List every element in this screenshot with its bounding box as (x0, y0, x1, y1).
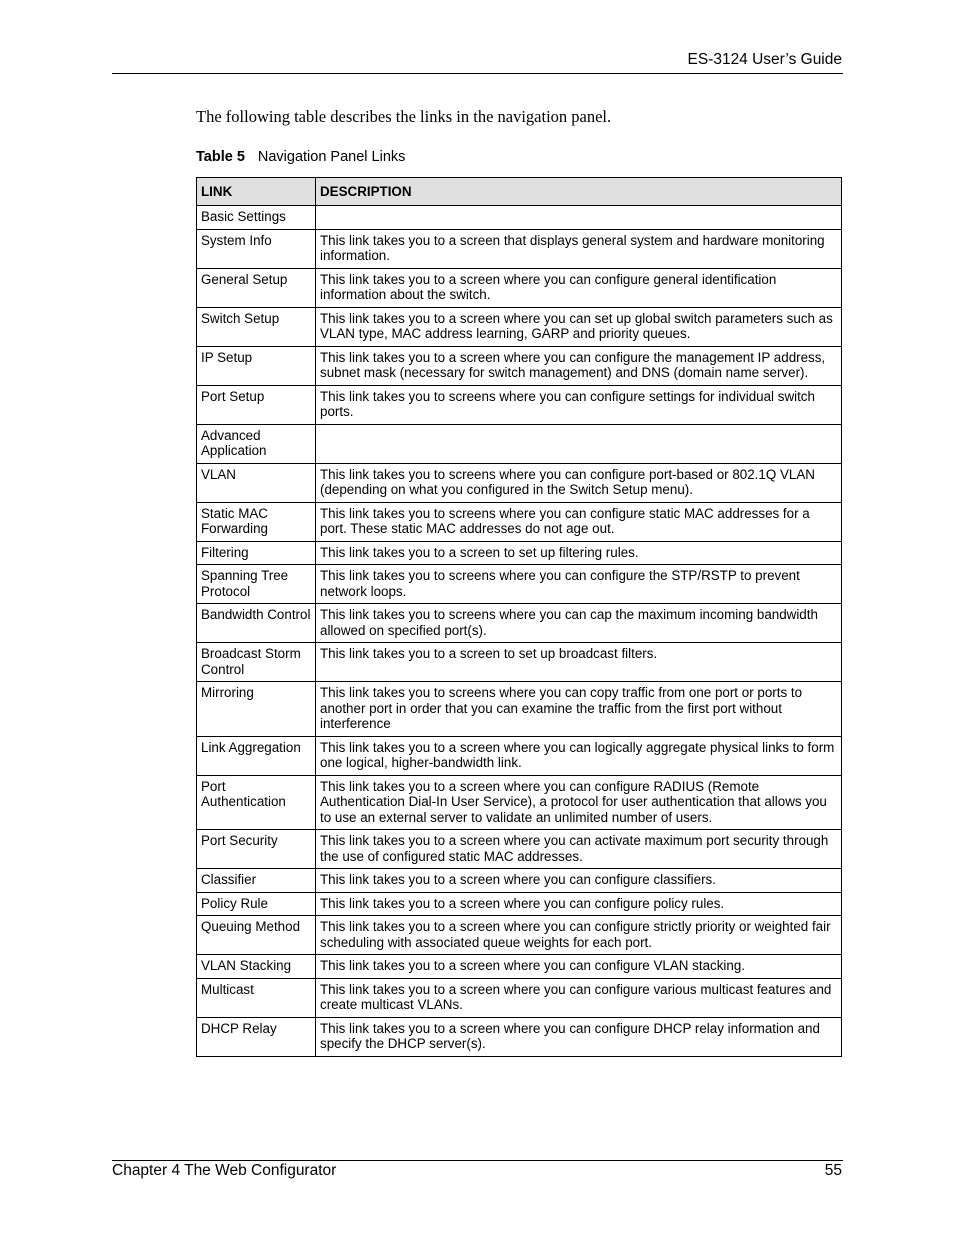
column-header-link: LINK (197, 178, 316, 206)
description-cell: This link takes you to screens where you can configure port-based or 802.1Q VLAN (depending on what you configured in the Switch Setup menu). (316, 463, 842, 502)
table-row (197, 955, 842, 979)
table-row (197, 892, 842, 916)
link-cell: Bandwidth Control (197, 604, 316, 643)
table-row (197, 463, 842, 502)
link-cell: Spanning Tree Protocol (197, 565, 316, 604)
description-cell (316, 424, 842, 463)
link-cell: Mirroring (197, 682, 316, 737)
link-cell: IP Setup (197, 346, 316, 385)
table-row (197, 385, 842, 424)
link-cell: Port Authentication (197, 775, 316, 830)
running-header-title: ES-3124 User’s Guide (687, 51, 842, 68)
description-cell: This link takes you to a screen where you can configure various multicast features and create multicast VLANs. (316, 978, 842, 1017)
navigation-panel-links-table (196, 177, 842, 1057)
link-cell: Advanced Application (197, 424, 316, 463)
link-cell: VLAN Stacking (197, 955, 316, 979)
description-cell: This link takes you to a screen to set up filtering rules. (316, 541, 842, 565)
link-cell: Broadcast Storm Control (197, 643, 316, 682)
table-row (197, 682, 842, 737)
description-cell: This link takes you to a screen where you can configure VLAN stacking. (316, 955, 842, 979)
footer-page-number: 55 (824, 1162, 842, 1179)
description-cell: This link takes you to a screen that displays general system and hardware monitoring information. (316, 229, 842, 268)
table-row (197, 736, 842, 775)
table-row (197, 604, 842, 643)
link-cell: System Info (197, 229, 316, 268)
link-cell: Basic Settings (197, 206, 316, 230)
table-row (197, 830, 842, 869)
intro-paragraph: The following table describes the links in the navigation panel. (196, 107, 612, 126)
link-cell: Multicast (197, 978, 316, 1017)
description-cell (316, 206, 842, 230)
table-row (197, 346, 842, 385)
link-cell: Link Aggregation (197, 736, 316, 775)
table-row (197, 502, 842, 541)
table-row (197, 1017, 842, 1056)
footer-chapter: Chapter 4 The Web Configurator (112, 1162, 337, 1179)
table-body (197, 206, 842, 1057)
description-cell: This link takes you to a screen where you can configure strictly priority or weighted fair scheduling with associated queue weights for each port. (316, 916, 842, 955)
description-cell: This link takes you to a screen where you can configure policy rules. (316, 892, 842, 916)
header-divider (112, 73, 843, 74)
table-row (197, 565, 842, 604)
description-cell: This link takes you to a screen where you can configure general identification information about the switch. (316, 268, 842, 307)
description-cell: This link takes you to a screen where you can set up global switch parameters such as VLAN type, MAC address learning, GARP and priority queues. (316, 307, 842, 346)
table-caption (196, 149, 405, 165)
table-caption-title: Navigation Panel Links (257, 149, 406, 165)
table-row (197, 643, 842, 682)
link-cell: Port Setup (197, 385, 316, 424)
description-cell: This link takes you to a screen where you can activate maximum port security through the use of configured static MAC addresses. (316, 830, 842, 869)
table-row (197, 775, 842, 830)
table-row (197, 229, 842, 268)
link-cell: General Setup (197, 268, 316, 307)
table-row (197, 307, 842, 346)
description-cell: This link takes you to a screen where you can configure classifiers. (316, 869, 842, 893)
table-row (197, 869, 842, 893)
description-cell: This link takes you to a screen where you can configure the management IP address, subnet mask (necessary for switch management) and DNS (domain name server). (316, 346, 842, 385)
link-cell: DHCP Relay (197, 1017, 316, 1056)
link-cell: Static MAC Forwarding (197, 502, 316, 541)
link-cell: Classifier (197, 869, 316, 893)
link-cell: VLAN (197, 463, 316, 502)
link-cell: Queuing Method (197, 916, 316, 955)
description-cell: This link takes you to screens where you can configure static MAC addresses for a port. These static MAC addresses do not age out. (316, 502, 842, 541)
link-cell: Filtering (197, 541, 316, 565)
link-cell: Port Security (197, 830, 316, 869)
link-cell: Switch Setup (197, 307, 316, 346)
footer-divider (112, 1160, 843, 1161)
table-row (197, 541, 842, 565)
table-row (197, 916, 842, 955)
link-cell: Policy Rule (197, 892, 316, 916)
table-row (197, 206, 842, 230)
table-row (197, 978, 842, 1017)
table-caption-number: Table 5 (196, 149, 245, 165)
description-cell: This link takes you to screens where you can configure the STP/RSTP to prevent network loops. (316, 565, 842, 604)
table-row (197, 268, 842, 307)
description-cell: This link takes you to screens where you can configure settings for individual switch ports. (316, 385, 842, 424)
description-cell: This link takes you to a screen where you can logically aggregate physical links to form one logical, higher-bandwidth link. (316, 736, 842, 775)
description-cell: This link takes you to a screen where you can configure DHCP relay information and specify the DHCP server(s). (316, 1017, 842, 1056)
description-cell: This link takes you to a screen to set up broadcast filters. (316, 643, 842, 682)
description-cell: This link takes you to screens where you can copy traffic from one port or ports to another port in order that you can examine the traffic from the first port without interference (316, 682, 842, 737)
table-row (197, 424, 842, 463)
description-cell: This link takes you to a screen where you can configure RADIUS (Remote Authentication Dial-In User Service), a protocol for user authentication that allows you to use an external server to validate an unlimited number of users. (316, 775, 842, 830)
description-cell: This link takes you to screens where you can cap the maximum incoming bandwidth allowed on specified port(s). (316, 604, 842, 643)
column-header-description: DESCRIPTION (316, 178, 842, 206)
table-header-row (197, 178, 842, 206)
